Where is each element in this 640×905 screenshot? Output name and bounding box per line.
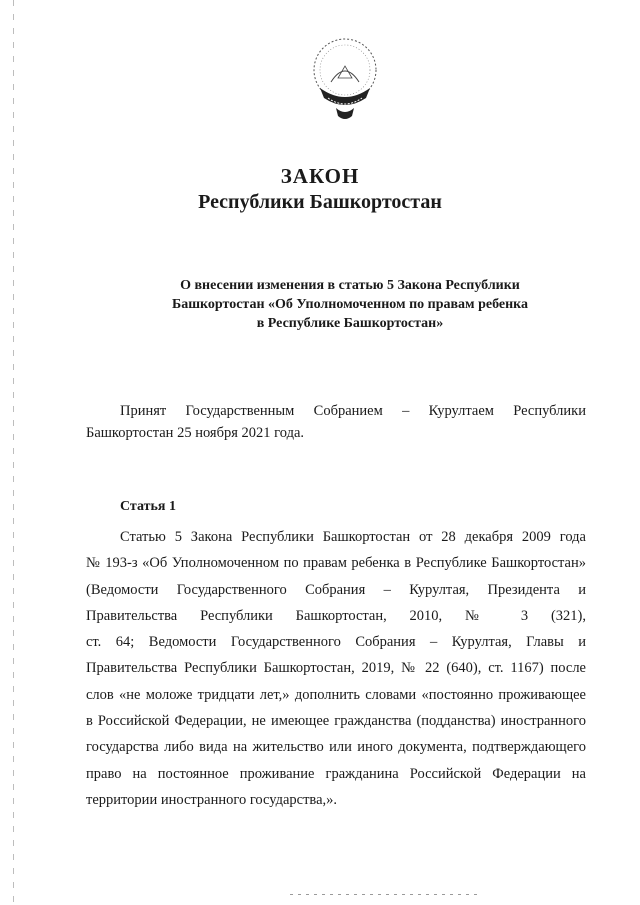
article-line: (Ведомости Государственного Собрания – Курултая, Президента и (86, 581, 586, 598)
article-line: территории иностранного государства,». (86, 791, 338, 808)
adoption-line: Принят Государственным Собранием – Курултаем Республики (120, 403, 586, 419)
article-line: Правительства Республики Башкортостан, 2019, № 22 (640), ст. 1167) после (86, 660, 586, 677)
article-line: слов «не моложе тридцати лет,» дополнить словами «постоянно проживающее (86, 686, 586, 703)
article-line: право на постоянное проживание гражданина Российской Федерации на (86, 765, 586, 782)
article-line: в Российской Федерации, не имеющее гражданства (подданства) иностранного (86, 713, 586, 730)
article-line: № 193-з «Об Уполномоченном по правам ребенка в Республике Башкортостан» (86, 555, 586, 572)
law-caption (140, 276, 560, 333)
article-line: государства либо вида на жительство или иного документа, подтверждающего (86, 739, 586, 756)
law-subtitle: Республики Башкортостан (198, 191, 442, 213)
law-title: ЗАКОН (280, 164, 360, 188)
article-line: Правительства Республики Башкортостан, 2010, № 3 (321), (86, 607, 586, 624)
scan-edge-marks (13, 0, 14, 905)
caption-line: в Республике Башкортостан» (256, 316, 444, 331)
caption-line: Башкортостан «Об Уполномоченном по правам ребенка (171, 297, 529, 312)
scan-footer-marks (290, 894, 480, 895)
adoption-line: Башкортостан 25 ноября 2021 года. (86, 425, 305, 441)
caption-line: О внесении изменения в статью 5 Закона Республики (180, 278, 520, 293)
coat-of-arms-icon (306, 30, 384, 130)
article-heading: Статья 1 (120, 499, 176, 514)
article-body (86, 524, 586, 813)
article-line: Статью 5 Закона Республики Башкортостан от 28 декабря 2009 года (120, 529, 586, 545)
adoption-note (86, 400, 586, 444)
article-line: ст. 64; Ведомости Государственного Собрания – Курултая, Главы и (86, 634, 586, 651)
